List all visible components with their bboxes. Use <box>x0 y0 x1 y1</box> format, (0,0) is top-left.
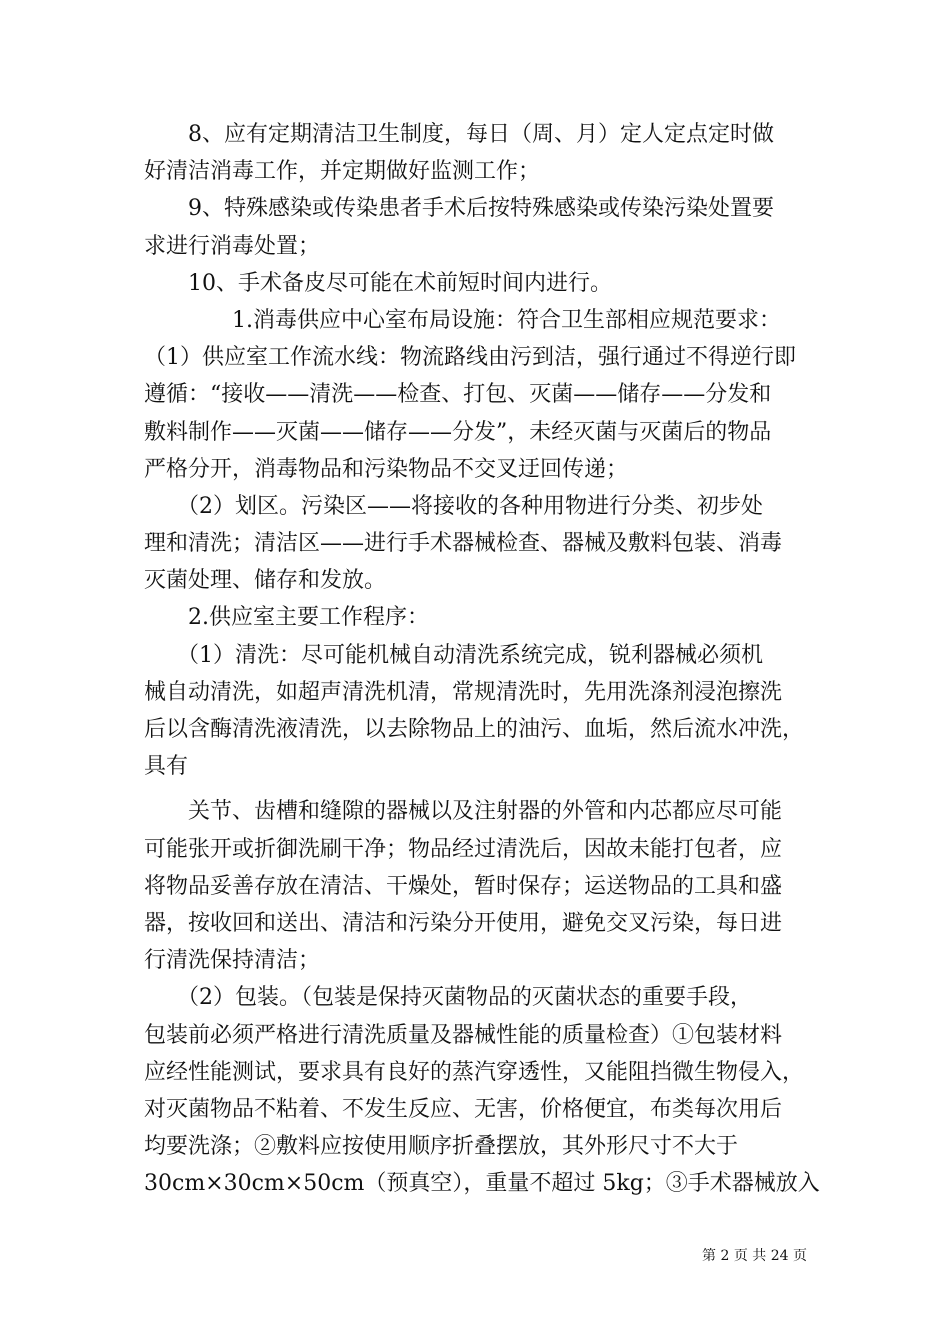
text-line-8: 遵循：“接收——清洗——检查、打包、灭菌——储存——分发和 <box>144 382 772 408</box>
text-line-23: 行清洗保持清洁； <box>144 948 321 974</box>
text-line-5: 10、手术备皮尽可能在术前短时间内进行。 <box>144 270 612 296</box>
text-line-14: 2.供应室主要工作程序： <box>144 605 429 631</box>
text-line-11: （2）划区。污染区——将接收的各种用物进行分类、初步处 <box>144 493 763 519</box>
text-line-12: 理和清洗；清洁区——进行手术器械检查、器械及敷料包装、消毒 <box>144 531 783 557</box>
text-line-2: 好清洁消毒工作，并定期做好监测工作； <box>144 159 541 185</box>
text-line-28: 均要洗涤；②敷料应按使用顺序折叠摆放，其外形尺寸不大于 <box>144 1134 739 1160</box>
text-line-22: 器，按收回和送出、清洁和污染分开使用，避免交叉污染，每日进 <box>144 910 783 936</box>
text-line-10: 严格分开，消毒物品和污染物品不交叉迂回传递； <box>144 456 629 482</box>
page-break-gap <box>144 785 824 793</box>
text-line-27: 对灭菌物品不粘着、不发生反应、无害，价格便宜，布类每次用后 <box>144 1096 783 1122</box>
text-line-6: 1.消毒供应中心室布局设施：符合卫生部相应规范要求： <box>144 307 781 333</box>
text-line-26: 应经性能测试，要求具有良好的蒸汽穿透性，又能阻挡微生物侵入， <box>144 1059 805 1085</box>
text-line-15: （1）清洗：尽可能机械自动清洗系统完成，锐利器械必须机 <box>144 642 763 668</box>
text-line-20: 可能张开或折御洗刷干净；物品经过清洗后，因故未能打包者，应 <box>144 836 783 862</box>
text-line-7: （1）供应室工作流水线：物流路线由污到洁，强行通过不得逆行即 <box>144 345 796 371</box>
text-line-3: 9、特殊感染或传染患者手术后按特殊感染或传染污染处置要 <box>144 196 774 222</box>
text-line-16: 械自动清洗，如超声清洗机清，常规清洗时，先用洗涤剂浸泡擦洗 <box>144 679 783 705</box>
text-line-24: （2）包装。（包装是保持灭菌物品的灭菌状态的重要手段， <box>144 985 752 1011</box>
text-line-19: 关节、齿槽和缝隙的器械以及注射器的外管和内芯都应尽可能 <box>144 799 783 825</box>
text-line-21: 将物品妥善存放在清洁、干燥处，暂时保存；运送物品的工具和盛 <box>144 873 783 899</box>
text-line-9: 敷料制作——灭菌——储存——分发”，未经灭菌与灭菌后的物品 <box>144 419 772 445</box>
text-line-1: 8、应有定期清洁卫生制度，每日（周、月）定人定点定时做 <box>144 122 774 147</box>
text-line-25: 包装前必须严格进行清洗质量及器械性能的质量检查）①包装材料 <box>144 1022 783 1048</box>
text-line-4: 求进行消毒处置； <box>144 233 321 259</box>
page-number-footer: 第 2 页 共 24 页 <box>702 1248 807 1264</box>
text-line-13: 灭菌处理、储存和发放。 <box>144 568 387 594</box>
text-line-18: 具有 <box>144 754 189 780</box>
text-line-29: 30cm×30cm×50cm（预真空），重量不超过 5kg；③手术器械放入 <box>144 1171 820 1197</box>
text-line-17: 后以含酶清洗液清洗，以去除物品上的油污、血垢，然后流水冲洗， <box>144 717 805 742</box>
body-text <box>144 116 824 1202</box>
